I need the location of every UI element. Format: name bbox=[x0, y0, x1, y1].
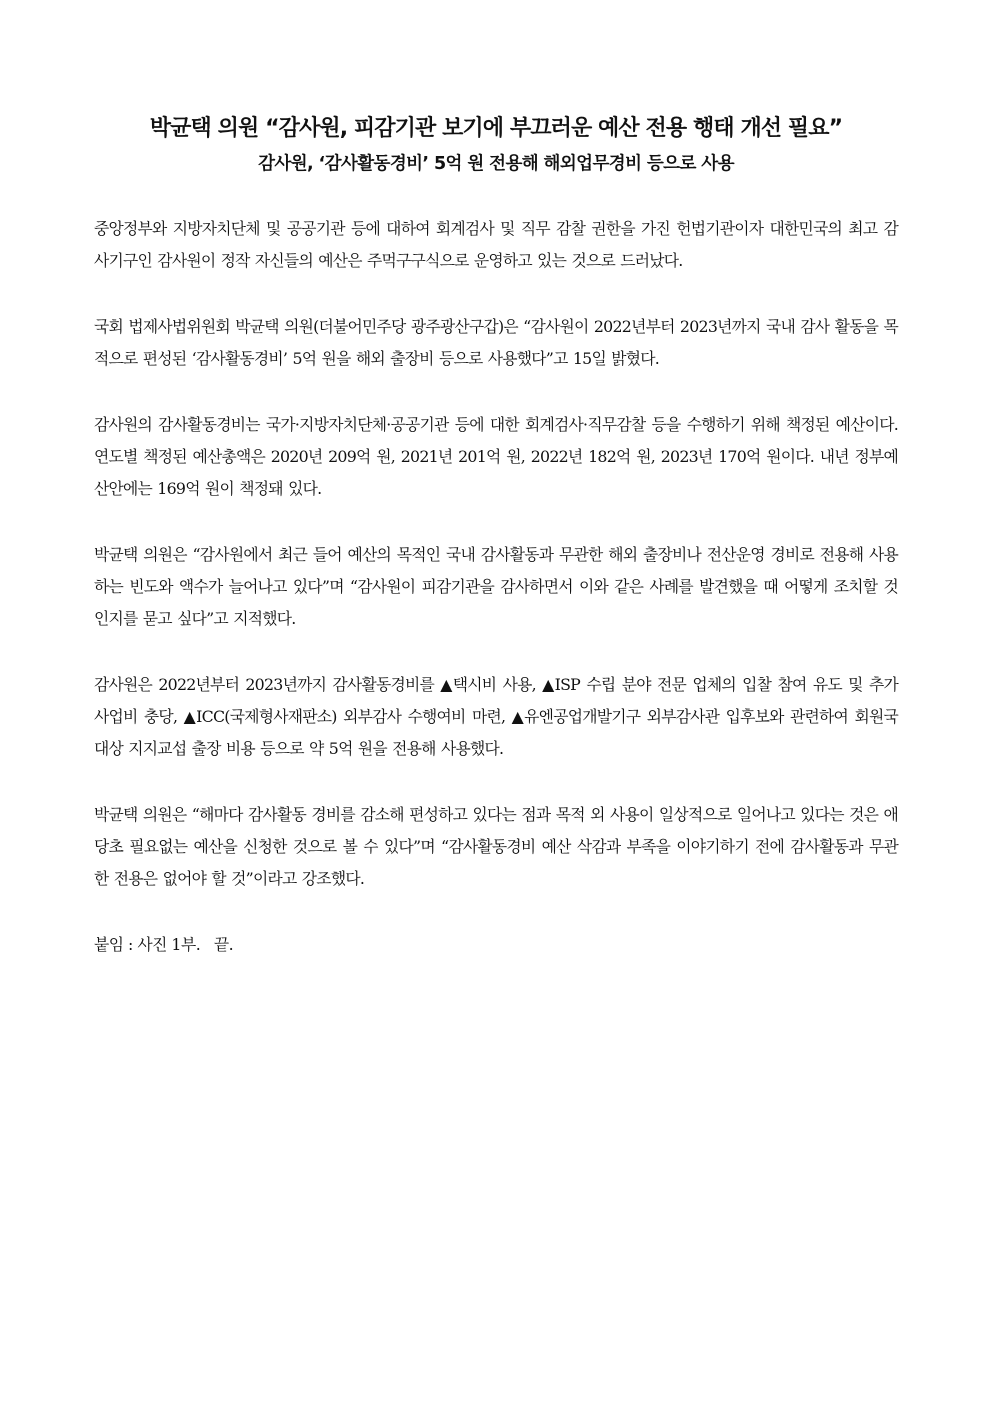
document-body bbox=[94, 213, 898, 961]
paragraph-criticism: 박균택 의원은 “감사원에서 최근 들어 예산의 목적인 국내 감사활동과 무관한 해외 출장비나 전산운영 경비로 전용해 사용하는 빈도와 액수가 늘어나고 있다”며 “감사원이 피감기관을 감사하면서 이와 같은 사례를 발견했을 때 어떻게 조치할 것인지를 묻고 싶다”고 지적했다. bbox=[94, 545, 898, 628]
attachment-note: 붙임 : 사진 1부. 끝. bbox=[94, 935, 234, 954]
press-release-page bbox=[94, 112, 898, 961]
paragraph-statement: 국회 법제사법위원회 박균택 의원(더불어민주당 광주광산구갑)은 “감사원이 2022년부터 2023년까지 국내 감사 활동을 목적으로 편성된 ‘감사활동경비’ 5억 원을 해외 출장비 등으로 사용했다”고 15일 밝혔다. bbox=[94, 317, 898, 368]
paragraph-usage-details: 감사원은 2022년부터 2023년까지 감사활동경비를 ▲택시비 사용, ▲ISP 수립 분야 전문 업체의 입찰 참여 유도 및 추가 사업비 충당, ▲ICC(국제형사재판소) 외부감사 수행여비 마련, ▲유엔공업개발기구 외부감사관 입후보와 관련하여 회원국 대상 지지교섭 출장 비용 등으로 약 5억 원을 전용해 사용했다. bbox=[94, 675, 898, 758]
paragraph-emphasis: 박균택 의원은 “해마다 감사활동 경비를 감소해 편성하고 있다는 점과 목적 외 사용이 일상적으로 일어나고 있다는 것은 애당초 필요없는 예산을 신청한 것으로 볼 수 있다”며 “감사활동경비 예산 삭감과 부족을 이야기하기 전에 감사활동과 무관한 전용은 없어야 할 것”이라고 강조했다. bbox=[94, 805, 898, 888]
paragraph-intro: 중앙정부와 지방자치단체 및 공공기관 등에 대하여 회계검사 및 직무 감찰 권한을 가진 헌법기관이자 대한민국의 최고 감사기구인 감사원이 정작 자신들의 예산은 주먹구구식으로 운영하고 있는 것으로 드러났다. bbox=[94, 219, 898, 270]
document-title: 박균택 의원 “감사원, 피감기관 보기에 부끄러운 예산 전용 행태 개선 필요” bbox=[149, 116, 843, 141]
document-subtitle: 감사원, ‘감사활동경비’ 5억 원 전용해 해외업무경비 등으로 사용 bbox=[258, 154, 734, 174]
paragraph-budget: 감사원의 감사활동경비는 국가·지방자치단체·공공기관 등에 대한 회계검사·직무감찰 등을 수행하기 위해 책정된 예산이다. 연도별 책정된 예산총액은 2020년 209억 원, 2021년 201억 원, 2022년 182억 원, 2023년 170억 원이다. 내년 정부예산안에는 169억 원이 책정돼 있다. bbox=[94, 415, 898, 498]
